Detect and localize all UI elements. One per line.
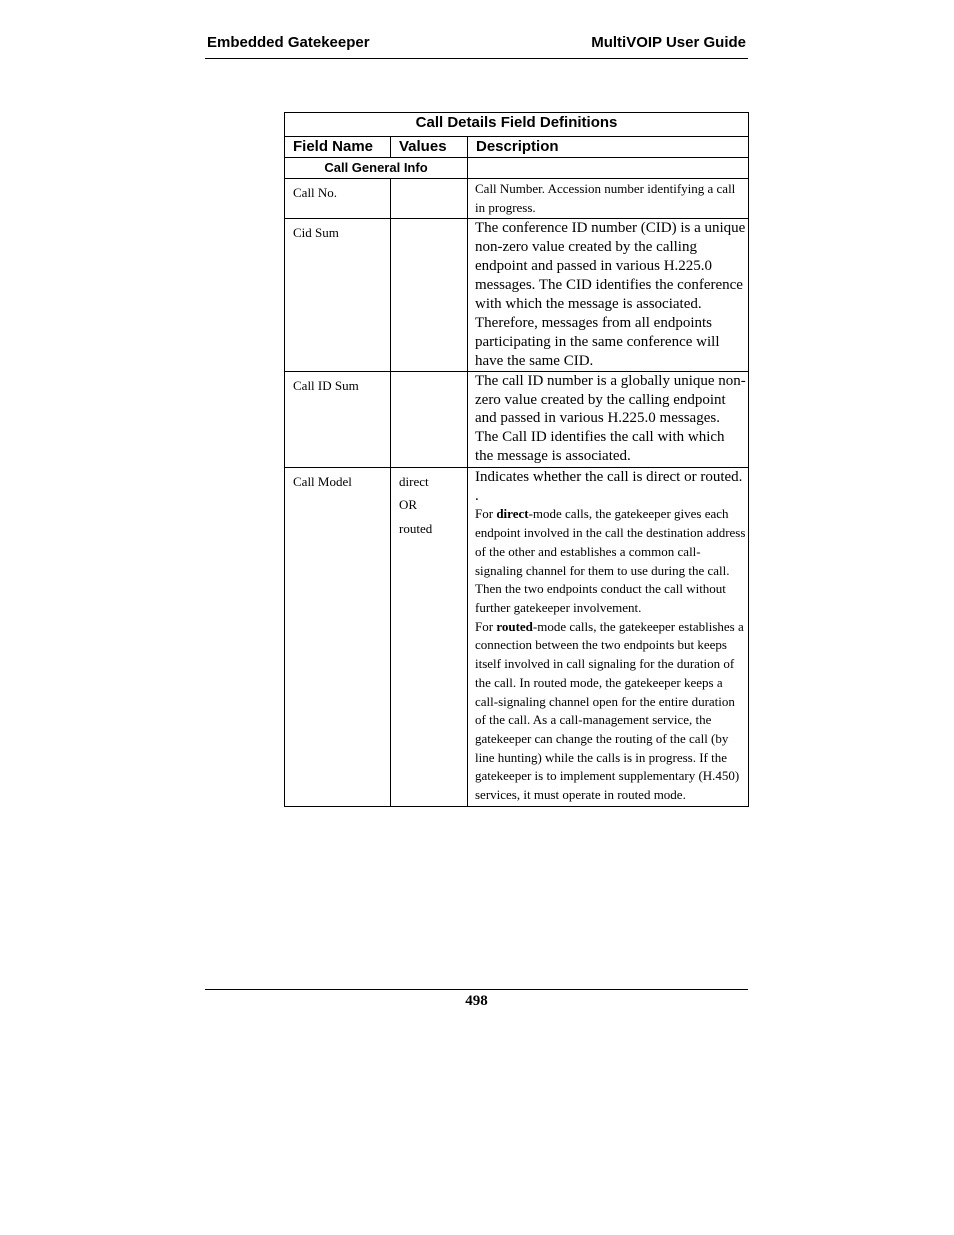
description-cell: The call ID number is a globally unique non-zero value created by the calling endpoint and passed in various H.225.0 messages. The Call ID identifies the call with which the message is associated. [468, 371, 749, 467]
header-guide-title: MultiVOIP User Guide [591, 34, 746, 51]
values-cell [391, 467, 468, 806]
value-option: routed [399, 520, 433, 536]
description-routed-mode: For routed-mode calls, the gatekeeper establishes a connection between the two endpoints but keeps itself involved in call signaling for the duration of the call. In routed mode, the gatekeeper keeps a call-signaling channel open for the entire duration of the call. As a call-management service, the gatekeeper can change the routing of the call (by line hunting) while the calls is in progress. If the gatekeeper is to implement supplementary (H.450) services, it must operate in routed mode. [475, 618, 744, 803]
value-option: direct [399, 473, 429, 489]
table-header-row [285, 137, 749, 158]
field-name-cell: Call Model [285, 467, 391, 806]
column-header-description: Description [468, 137, 749, 158]
table-row [285, 467, 749, 806]
section-title: Call General Info [285, 158, 468, 179]
field-name-cell: Call No. [285, 179, 391, 219]
call-details-definitions-table [284, 112, 749, 807]
values-cell [391, 179, 468, 219]
column-header-values: Values [391, 137, 468, 158]
values-cell [391, 371, 468, 467]
description-direct-mode: For direct-mode calls, the gatekeeper gives each endpoint involved in the call the destination address of the other and establishes a common call-signaling channel for them to use during the call. Then the two endpoints conduct the call without further gatekeeper involvement. [475, 506, 746, 615]
header-chapter-title: Embedded Gatekeeper [207, 34, 370, 51]
table-row [285, 219, 749, 371]
table-title: Call Details Field Definitions [285, 113, 749, 137]
description-cell: Call Number. Accession number identifying a call in progress. [468, 179, 749, 219]
routed-term: routed [496, 618, 533, 634]
column-header-field-name: Field Name [285, 137, 391, 158]
value-option: OR [399, 497, 418, 513]
section-row [285, 158, 749, 179]
field-name-cell: Cid Sum [285, 219, 391, 371]
values-cell [391, 219, 468, 371]
table-row [285, 179, 749, 219]
page-footer [205, 989, 748, 1010]
page-header [205, 33, 748, 59]
field-name-cell: Call ID Sum [285, 371, 391, 467]
description-cell [468, 467, 749, 806]
section-empty-cell [468, 158, 749, 179]
description-intro: Indicates whether the call is direct or routed. . [475, 468, 743, 504]
table-row [285, 371, 749, 467]
direct-term: direct [496, 506, 529, 522]
page-number: 498 [465, 993, 488, 1009]
description-cell: The conference ID number (CID) is a unique non-zero value created by the calling endpoint and passed in various H.225.0 messages. The CID identifies the conference with which the message is associated. Therefore, messages from all endpoints participating in the same conference will have the same CID. [468, 219, 749, 371]
